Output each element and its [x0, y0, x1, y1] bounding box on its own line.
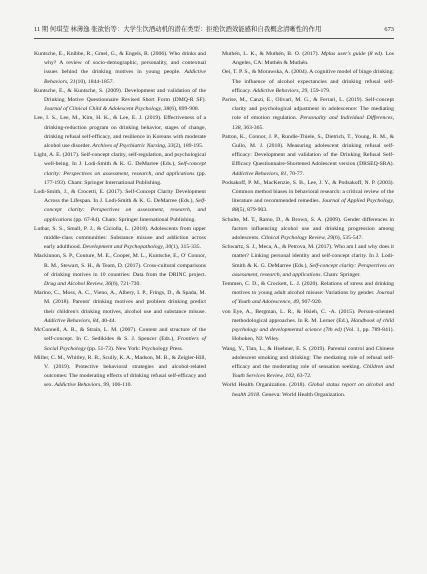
- reference-entry: Schwartz, S. J., Meca, A., & Petrova, M. (2017). Who am I and why does it matter? Linking personal identity and self-concept clarity. In J. Lodi-Smith & K. G. DeMarree (Eds.), Self-concept clarity: Perspectives on assessment, research, and applications. Cham: Springer.: [222, 244, 394, 278]
- reference-entry: Kuntsche, E., & Kuntsche, S. (2009). Development and validation of the Drinking Motive Questionnaire Revised Short Form (DMQ-R SF). Journal of Clinical Child & Adolescent Psychology, 38(6), 899-908.: [34, 87, 206, 113]
- reference-entry: Lee, I. S., Lee, M., Kim, H. K., & Lee, E. J. (2019). Effectiveness of a drinking-reduction program on drinking behavior, stages of change, drinking refusal self-efficacy, and resilience in Koreans with moderate alcohol use disorder. Archives of Psychiatric Nursing, 33(2), 189-195.: [34, 115, 206, 150]
- reference-entry: Oei, T. P. S., & Morawska, A. (2004). A cognitive model of binge drinking: The influence of alcohol expectancies and drinking refusal self-efficacy. Addictive Behaviors, 29, 159-179.: [222, 69, 394, 94]
- reference-entry: Muthén, L. K., & Muthén, B. O. (2017). Mplus user's guide (8 ed). Los Angeles, CA: Muthén & Muthén.: [222, 51, 394, 67]
- reference-column-right: [222, 50, 394, 400]
- page-number: 673: [384, 26, 394, 33]
- reference-entry: Schulte, M. T., Ramo, D., & Brown, S. A. (2009). Gender differences in factors influencing alcohol use and drinking progression among adolescents. Clinical Psychology Review, 29(6), 535-547.: [222, 216, 394, 242]
- reference-entry: World Health Organization. (2018). Global status report on alcohol and health 2018. Geneva: World Health Organization.: [222, 382, 394, 398]
- reference-entry: Mackinnon, S. P., Couture, M. E., Cooper, M. L., Kuntsche, E., O' Connor, R. M., Stewart, S. H., & Team, D. (2017). Cross-cultural comparisons of drinking motives in 10 countries: Data from the DRINC project. Drug and Alcohol Review, 36(6), 721-730.: [34, 253, 206, 288]
- running-head: 11 期 何琪莹 林薄逸 张欲怡等：大学生饮酒动机的潜在类型：拒绝饮酒效能感和自我概念清晰性的作用: [34, 26, 322, 33]
- reference-entry: Light, A. E. (2017). Self-concept clarity, self-regulation, and psychological well-being. In J. Lodi-Smith & K. G. DeMarree (Eds.), Self-concept clarity: Perspectives on assessment, research, and applications (pp. 177-193). Cham: Springer International Publishing.: [34, 152, 207, 186]
- reference-entry: Luthar, S. S., Small, P. J., & Ciciolla, L. (2018). Adolescents from upper middle-class communities: Substance misuse and addiction across early adulthood. Development and Psychopathology, 30(1), 315-335.: [34, 225, 206, 251]
- reference-entry: Kuntsche, E., Knibbe, R., Gmel, G., & Engels, R. (2006). Who drinks and why? A review of socio-demographic, personality, and contextual issues behind the drinking motives in young people. Addictive Behaviors, 31(10), 1844-1857.: [34, 51, 206, 85]
- reference-entry: von Eye, A., Bergman, L. R., & Hsieh, C. -A. (2015). Person-oriented methodological approaches. In R. M. Lerner (Ed.), Handbook of child psychology and developmental science (7th ed) (Vol. 1, pp. 789-841). Hoboken, NJ: Wiley.: [222, 308, 394, 343]
- reference-entry: Lodi-Smith, J., & Crocetti, E. (2017). Self-Concept Clarity Development Across the Lifespan. In J. Lodi-Smith & K. G. DeMarree (Eds.), Self-concept clarity: Perspectives on assessment, research, and applications (pp. 67-84). Cham: Springer International Publishing.: [34, 189, 207, 223]
- reference-column-left: [34, 50, 206, 391]
- reference-entry: Patton, K., Connor, J. P., Rundle-Thiele, S., Dietrich, T., Young, R. M., & Gullo, M. J. (2018). Measuring adolescent drinking refusal self-efficacy: Development and validation of the Drinking Refusal Self-Efficacy Questionnaire-Shortened Adolescent version (DRSEQ-SRA). Addictive Behaviors, 81, 70-77.: [222, 133, 394, 177]
- header-rule: [34, 38, 394, 39]
- reference-entry: McConnell, A. R., & Strain, L. M. (2007). Content and structure of the self-concept. In C. Sedikides & S. J. Spencer (Eds.), Frontiers of Social Psychology (pp. 51-73). New York: Psychology Press.: [34, 327, 206, 352]
- reference-entry: Temmen, C. D., & Crockett, L. J. (2020). Relations of stress and drinking motives to young adult alcohol misuse: Variations by gender. Journal of Youth and Adolescence, 49, 907-920.: [222, 281, 395, 306]
- reference-entry: Podsakoff, P. M., MacKenzie, S. B., Lee, J. Y., & Podsakoff, N. P. (2003). Common method biases in behavioral research: a critical review of the literature and recommended remedies. Journal of Applied Psychology, 88(5), 879-903.: [222, 179, 395, 214]
- reference-entry: Wang, Y., Tian, L., & Huebner, E. S. (2019). Parental control and Chinese adolescent smoking and drinking: The mediating role of refusal self-efficacy and the moderating role of sensation seeking. Children and Youth Services Review, 102, 63-72.: [222, 345, 395, 380]
- running-header: [34, 24, 394, 36]
- reference-entry: Miller, C. M., Whitley, R. B., Scully, K. A., Madson, M. B., & Zeigler-Hill, V. (2019). Protective behavioral strategies and alcohol-related outcomes: The moderating effects of drinking refusal self-efficacy and sex. Addictive Behaviors, 99, 106-110.: [34, 354, 206, 389]
- reference-entry: Parise, M., Canzi, E., Olivari, M. G., & Ferrari, L. (2019). Self-concept clarity and psychological adjustment in adolescence: The mediating role of emotion regulation. Personality and Individual Differences, 138, 363-365.: [222, 97, 395, 131]
- reference-entry: Marino, C., Moss, A. C., Vieno, A., Albery, I. P., Frings, D., & Spada, M. M. (2018). Parents' drinking motives and problem drinking predict their children's drinking motives, alcohol use and substance misuse. Addictive Behaviors, 84, 40-44.: [34, 290, 206, 324]
